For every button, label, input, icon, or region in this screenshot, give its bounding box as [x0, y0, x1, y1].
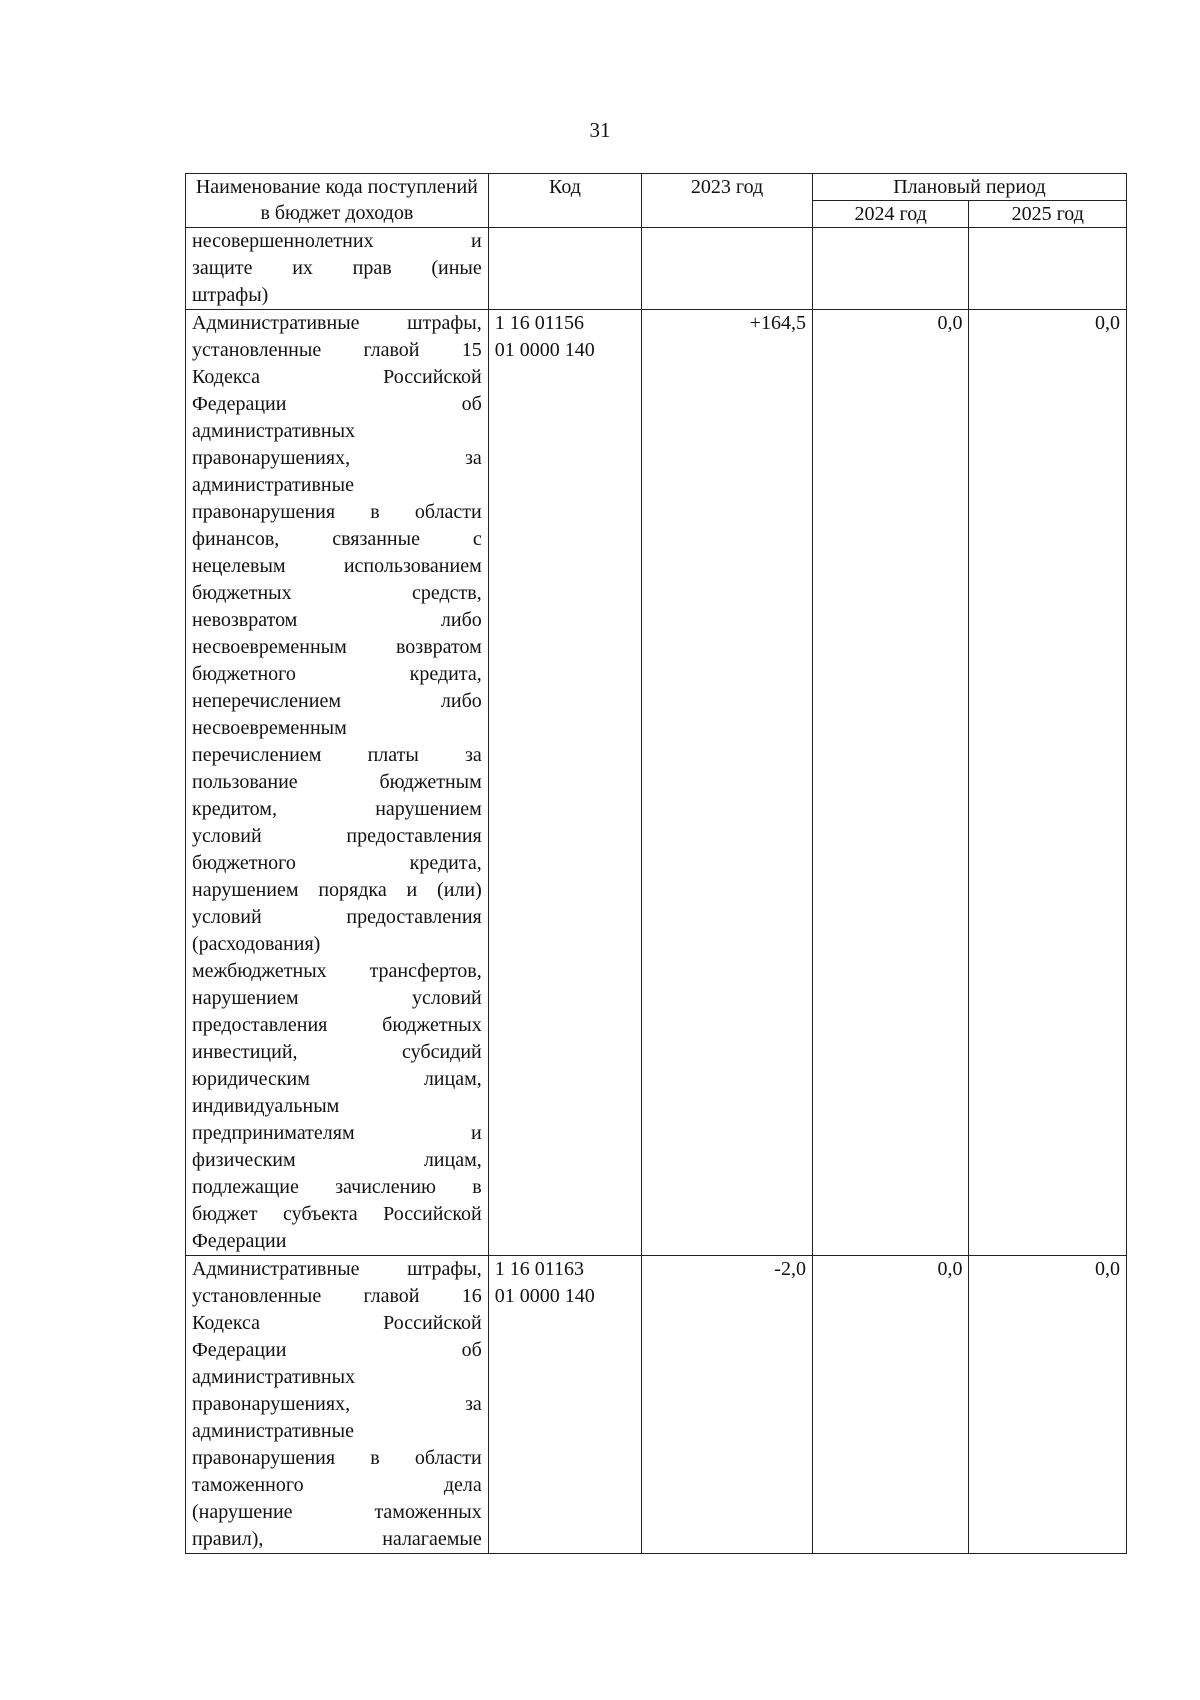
table-row [186, 310, 1127, 1256]
row-2024-value: 0,0 [812, 310, 968, 1256]
row-2023-value: +164,5 [642, 310, 813, 1256]
row-2025-value: 0,0 [969, 1256, 1127, 1554]
row-2023-value [642, 228, 813, 310]
row-2024-value: 0,0 [812, 1256, 968, 1554]
row-name: несовершеннолетних и защите их прав (иные штрафы) [186, 228, 489, 310]
budget-income-table [185, 173, 1127, 1554]
row-2025-value: 0,0 [969, 310, 1127, 1256]
row-name: Административные штрафы, установленные главой 15 Кодекса Российской Федерации об административных правонарушениях, за административные правонарушения в области финансов, связанные с нецелевым использованием бюджетных средств, невозвратом либо несвоевременным возвратом бюджетного кредита, неперечислением либо несвоевременным перечислением платы за пользование бюджетным кредитом, нарушением условий предоставления бюджетного кредита, нарушением порядка и (или) условий предоставления (расходования) межбюджетных трансфертов, нарушением условий предоставления бюджетных инвестиций, субсидий юридическим лицам, индивидуальным предпринимателям и физическим лицам, подлежащие зачислению в бюджет субъекта Российской Федерации [186, 310, 489, 1256]
table-row [186, 1256, 1127, 1554]
row-2024-value [812, 228, 968, 310]
table-header-row [186, 174, 1127, 201]
header-planned-period: Плановый период [812, 174, 1126, 201]
row-code: 1 16 01163 01 0000 140 [488, 1256, 641, 1554]
row-2023-value: -2,0 [642, 1256, 813, 1554]
header-2023: 2023 год [642, 174, 813, 228]
header-2025: 2025 год [969, 201, 1127, 228]
row-code [488, 228, 641, 310]
row-code: 1 16 01156 01 0000 140 [488, 310, 641, 1256]
header-name: Наименование кода поступлений в бюджет доходов [186, 174, 489, 228]
header-2024: 2024 год [812, 201, 968, 228]
row-name: Административные штрафы, установленные главой 16 Кодекса Российской Федерации об административных правонарушениях, за административные правонарушения в области таможенного дела (нарушение таможенных правил), налагаемые [186, 1256, 489, 1554]
header-code: Код [488, 174, 641, 228]
row-2025-value [969, 228, 1127, 310]
page-number: 31 [589, 118, 611, 142]
table-row [186, 228, 1127, 310]
